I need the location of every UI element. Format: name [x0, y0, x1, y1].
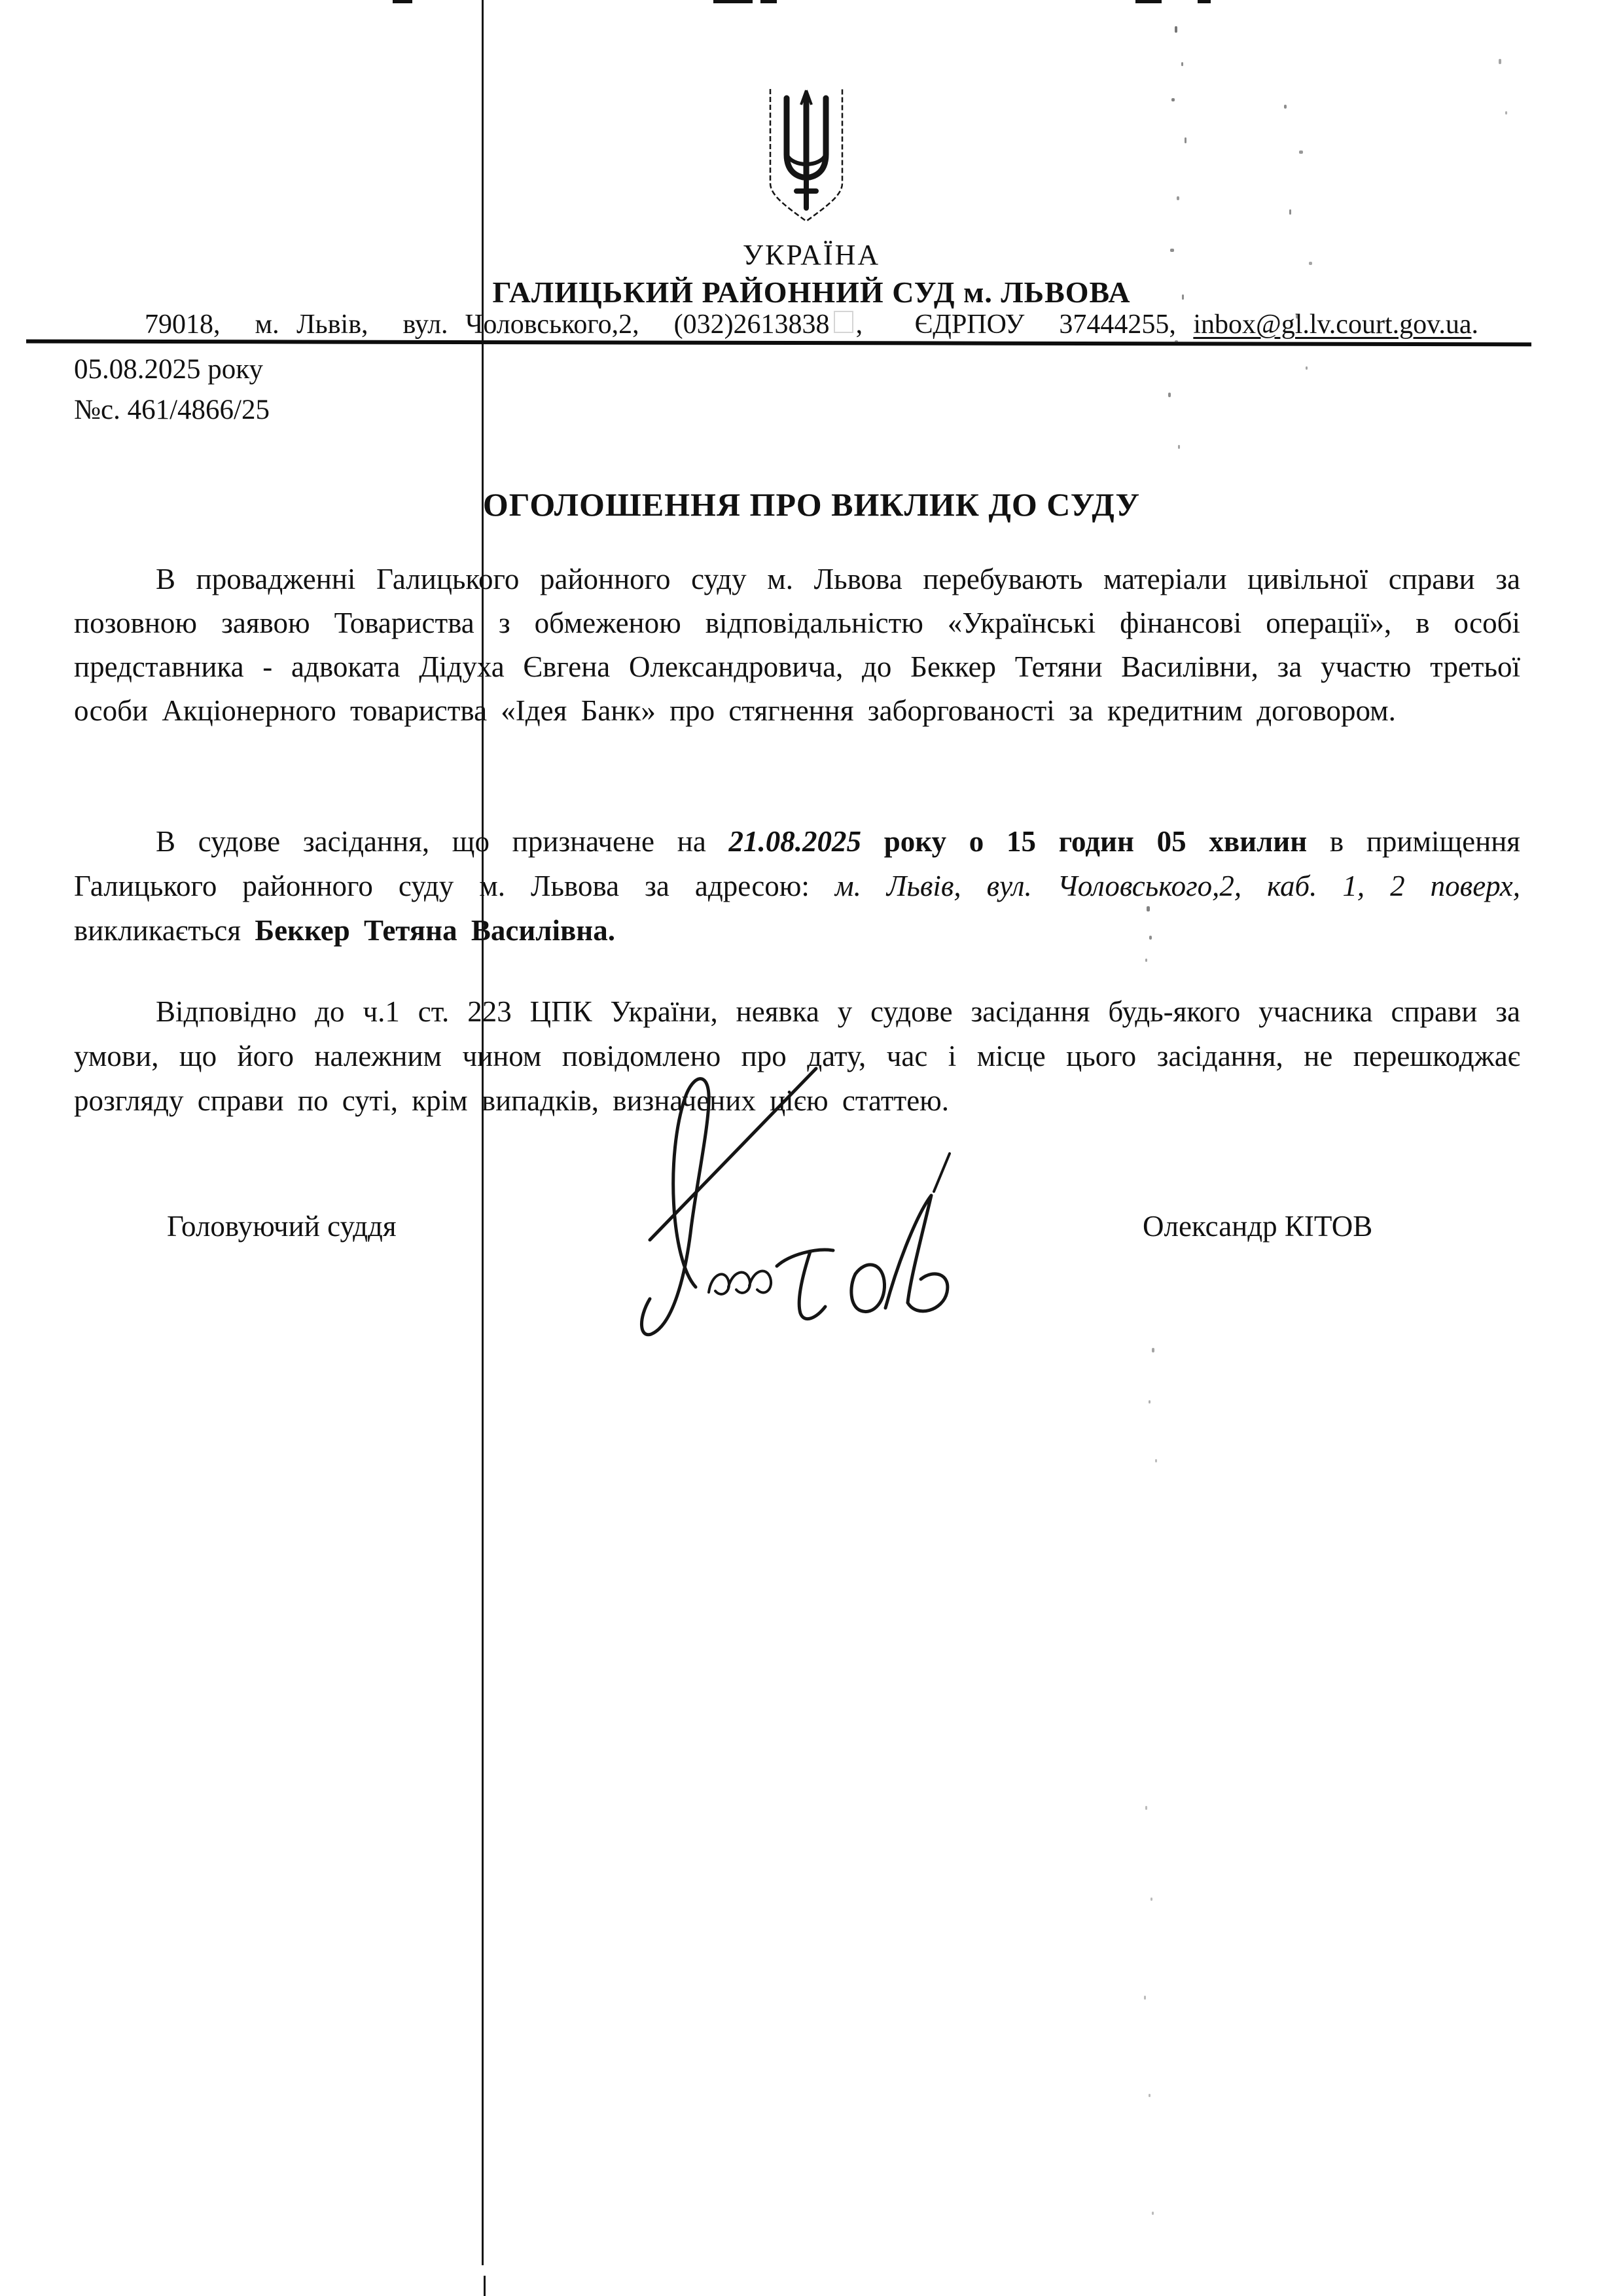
ukraine-trident-emblem	[751, 86, 862, 238]
court-name: ГАЛИЦЬКИЙ РАЙОННИЙ СУД м. ЛЬВОВА	[492, 275, 1131, 309]
scan-dash	[1198, 0, 1211, 3]
paragraph-legal-note: Відповідно до ч.1 ст. 223 ЦПК України, неявка у судове засідання будь-якого учасника справи за умови, що його належним чином повідомлено про дату, час і місце цього засідання, не перешкоджає розгляду справи по суті, крім випадків, визначених цією статтею.	[74, 995, 1520, 1117]
scan-dash	[393, 0, 412, 3]
run-text: В судове засідання, що призначене на	[156, 825, 729, 858]
case-number: №с. 461/4866/25	[74, 395, 270, 425]
notice-title: ОГОЛОШЕННЯ ПРО ВИКЛИК ДО СУДУ	[482, 486, 1141, 523]
hearing-date: 21.08.2025	[728, 825, 862, 858]
scan-dash	[713, 0, 753, 3]
scan-fold-line-bottom	[484, 2276, 486, 2296]
country-label: УКРАЇНА	[742, 239, 881, 271]
summoned-person: Беккер Тетяна Василівна.	[255, 914, 615, 947]
run-text: викликається	[74, 914, 255, 947]
hearing-address: м. Львів, вул. Чоловського,2, каб. 1, 2 поверх,	[834, 870, 1520, 902]
address-text: , ЄДРПОУ 37444255,	[855, 309, 1194, 340]
run-text: в приміщення Галицького районного суду м. Львова за адресою:	[74, 825, 1520, 902]
paragraph-case-description: В провадженні Галицького районного суду м. Львова перебувають матеріали цивільної справи за позовною заявою Товариства з обмеженою відповідальністю «Українські фінансові операції», в особі представника - адвоката Дідуха Євгена Олександровича, до Беккер Тетяни Василівни, за участю третьої особи Акціонерного товариства «Ідея Банк» про стягнення заборгованості за кредитним договором.	[74, 563, 1520, 727]
handwritten-signature	[625, 1044, 959, 1345]
judge-role-label: Головуючий суддя	[167, 1210, 397, 1243]
paragraph-hearing-summons	[74, 819, 1520, 953]
address-text: 79018, м. Львів, вул. Чоловського,2, (032)2613838	[144, 309, 830, 340]
address-text: .	[1471, 309, 1479, 340]
address-line	[0, 309, 1623, 340]
document-date: 05.08.2025 року	[74, 354, 264, 385]
judge-name: Олександр КІТОВ	[1143, 1210, 1373, 1243]
scan-artifact-box	[834, 311, 853, 333]
scan-dash	[1135, 0, 1162, 3]
hearing-time: року о 15 годин 05 хвилин	[861, 825, 1308, 858]
court-email-link[interactable]: inbox@gl.lv.court.gov.ua	[1193, 309, 1472, 340]
header-divider-rule	[26, 340, 1531, 347]
scan-dash	[760, 0, 777, 3]
